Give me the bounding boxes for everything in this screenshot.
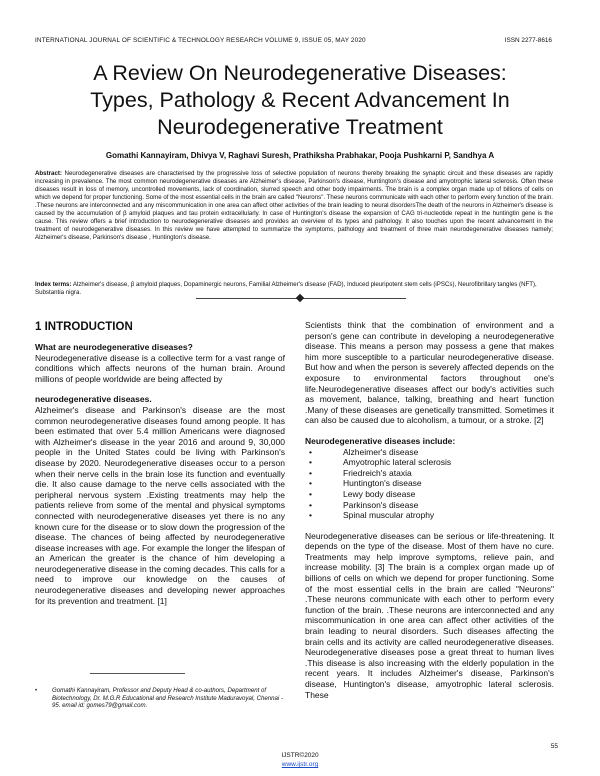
right-column [305, 320, 554, 700]
intro-paragraph: Neurodegenerative disease is a collective term for a vast range of conditions which affects neurons of the human brain. Around millions of people worldwide are being affected by [35, 352, 285, 384]
disease-list [305, 447, 554, 521]
list-item: • Friedreich's ataxia [305, 468, 554, 479]
list-item: • Parkinson's disease [305, 500, 554, 511]
list-heading: Neurodegenerative diseases include: [305, 435, 456, 446]
right-paragraph-2: Neurodegenerative diseases can be serious or life-threatening. It depends on the type of the disease. Most of them have no cure. Treatments may help improve symptoms, relieve pain, and increase mobility. [3] The brain is a complex organ made up of billions of cells on which we depend for proper functioning. Some of the most essential cells in the brain are called "Neurons" .These neurons communicate with each other to perform every function of the brain. .These neurons are interconnected and any miscommunication in one area can affect other activities of the brain leading to neural disorders. Such diseases affecting the brain cells and its activity are called neurodegenerative diseases. Neurodegenerative diseases pose a great threat to human lives .This disease is also increasing with the elderly population in the recent years. It includes Alzheimer's disease, Parkinson's disease, Huntington's disease, amyotrophic lateral sclerosis. These [305, 530, 554, 700]
paper-title [40, 60, 560, 141]
page-number: 55 [550, 743, 558, 750]
question-heading: What are neurodegenerative diseases? [35, 342, 193, 352]
index-terms [35, 281, 553, 297]
list-item: • Huntington's disease [305, 478, 554, 489]
footer-copyright: IJSTR©2020 [281, 752, 319, 759]
journal-header: INTERNATIONAL JOURNAL OF SCIENTIFIC & TECHNOLOGY RESEARCH VOLUME 9, ISSUE 05, MAY 2020 [35, 37, 366, 44]
list-item: • Amyotrophic lateral sclerosis [305, 457, 554, 468]
title-line: Types, Pathology & Recent Advancement In [90, 88, 510, 112]
right-paragraph-1: Scientists think that the combination of environment and a person's gene can contribute in developing a neurodegenerative disease. This means a person may possess a gene that makes him more susceptible to a particular neurodegenerative disease. But how and when the person is severely affected depends on the exposure to environmental factors throughout one's life.Neurodegenerative diseases affect our body's activities such as movement, balance, talking, breathing and heart function .Many of these diseases are genetically transmitted. Sometimes it can also be caused due to alcoholism, a tumour, or a stroke. [2] [305, 320, 554, 426]
intro-paragraph-2: Alzheimer's disease and Parkinson's disease are the most common neurodegenerative diseases found among people. It has been estimated that over 5.4 million Americans were diagnosed with Alzheimer's disease in the year 2016 and around 9, 30,000 people in the United States could be living with Parkinson's disease by 2020. Neurodegenerative diseases occur to a person when their nerve cells in the brain lose its function and eventually die. It also cause damage to the nerve cells associated with the peripheral nervous system .Existing treatments may help the patients relieve from some of the mental and physical symptoms connected with neurodegenerative diseases yet there is no any known cure for the disease or to slow down the progression of the disease. The chances of being affected by neurodegenerative disease increases with age. For example the longer the lifespan of an American the greater is the chance of him developing a neurodegenerative disease in the coming decades. This calls for a need to improve our knowledge on the causes of neurodegenerative diseases and developing newer approaches for its prevention and treatment. [1] [35, 404, 285, 606]
footnote [35, 687, 285, 710]
footnote-bullet: • [35, 687, 38, 694]
title-line: Neurodegenerative Treatment [157, 115, 443, 139]
abstract-text: Neurodegenerative diseases are characterised by the progressive loss of selective population of neurons thereby breaking the synaptic circuit and these diseases are rapidly increasing in prevalence. The most common neurodegenerative diseases are Alzheimer's disease, Parkinson's disease, Huntington's disease and amyotrophic lateral sclerosis. Often these diseases result in loss of memory, uncontrolled movements, lack of coordination, slurred speech and other body impairments. The brain is a complex organ made up of billions of cells on which we depend for proper functioning. Some of the most essential cells in the brain are called "Neurons". These neurons communicate with each other to perform every function of the brain. .These neurons are interconnected and any miscommunication in one area can affect other activities of the brain leading to neural disordersThe death of the neurons in Alzheimer's disease is caused by the accumulation of β amyloid plaques and tau protein extracellularly. In case of Huntington's disease the expansion of CAG tri-nucleotide repeat in the huntingtin gene is the cause. This review offers a brief introduction to neurodegenerative diseases and provides an overview of its types and pathology. It also touches upon the recent advancement in the treatment of neurodegenerative diseases. In this review we have attempted to summarize the symptoms, pathology and treatment of three main neurodegenerative diseases namely; Alzheimer's disease, Parkinson's disease , Huntington's disease. [35, 170, 553, 242]
sub-heading: neurodegenerative diseases. [35, 394, 152, 405]
index-terms-text: Alzheimer's disease, β amyloid plaques, Dopaminergic neurons, Familial Alzheimer's disease (FAD), Induced pleuripotent stem cells (iPSCs), Neurofibrillary tangles (NFT), Substantia nigra. [35, 281, 537, 297]
list-item: • Spinal muscular atrophy [305, 510, 554, 521]
index-terms-label: Index terms: [35, 281, 72, 288]
issn: ISSN 2277-8616 [504, 37, 552, 44]
section-heading: 1 INTRODUCTION [35, 321, 133, 333]
author-list: Gomathi Kannayiram, Dhivya V, Raghavi Suresh, Prathiksha Prabhakar, Pooja Pushkarni P, Sandhya A [105, 151, 495, 160]
abstract-label: Abstract: [35, 170, 62, 177]
footer-link[interactable]: www.ijstr.org [281, 761, 319, 768]
list-item: • Lewy body disease [305, 489, 554, 500]
list-item: • Alzheimer's disease [305, 447, 554, 458]
footnote-rule [90, 673, 185, 674]
title-line: A Review On Neurodegenerative Diseases: [93, 61, 507, 85]
abstract [35, 170, 553, 242]
footnote-text: Gomathi Kannayiram, Professor and Deputy Head & co-authors, Department of Biotechnology, Dr. M.G.R Educational and Research Institute Maduravoyal, Chennai - 95. email id: gomes79@gmail.com. [52, 687, 284, 710]
left-column [35, 320, 285, 606]
